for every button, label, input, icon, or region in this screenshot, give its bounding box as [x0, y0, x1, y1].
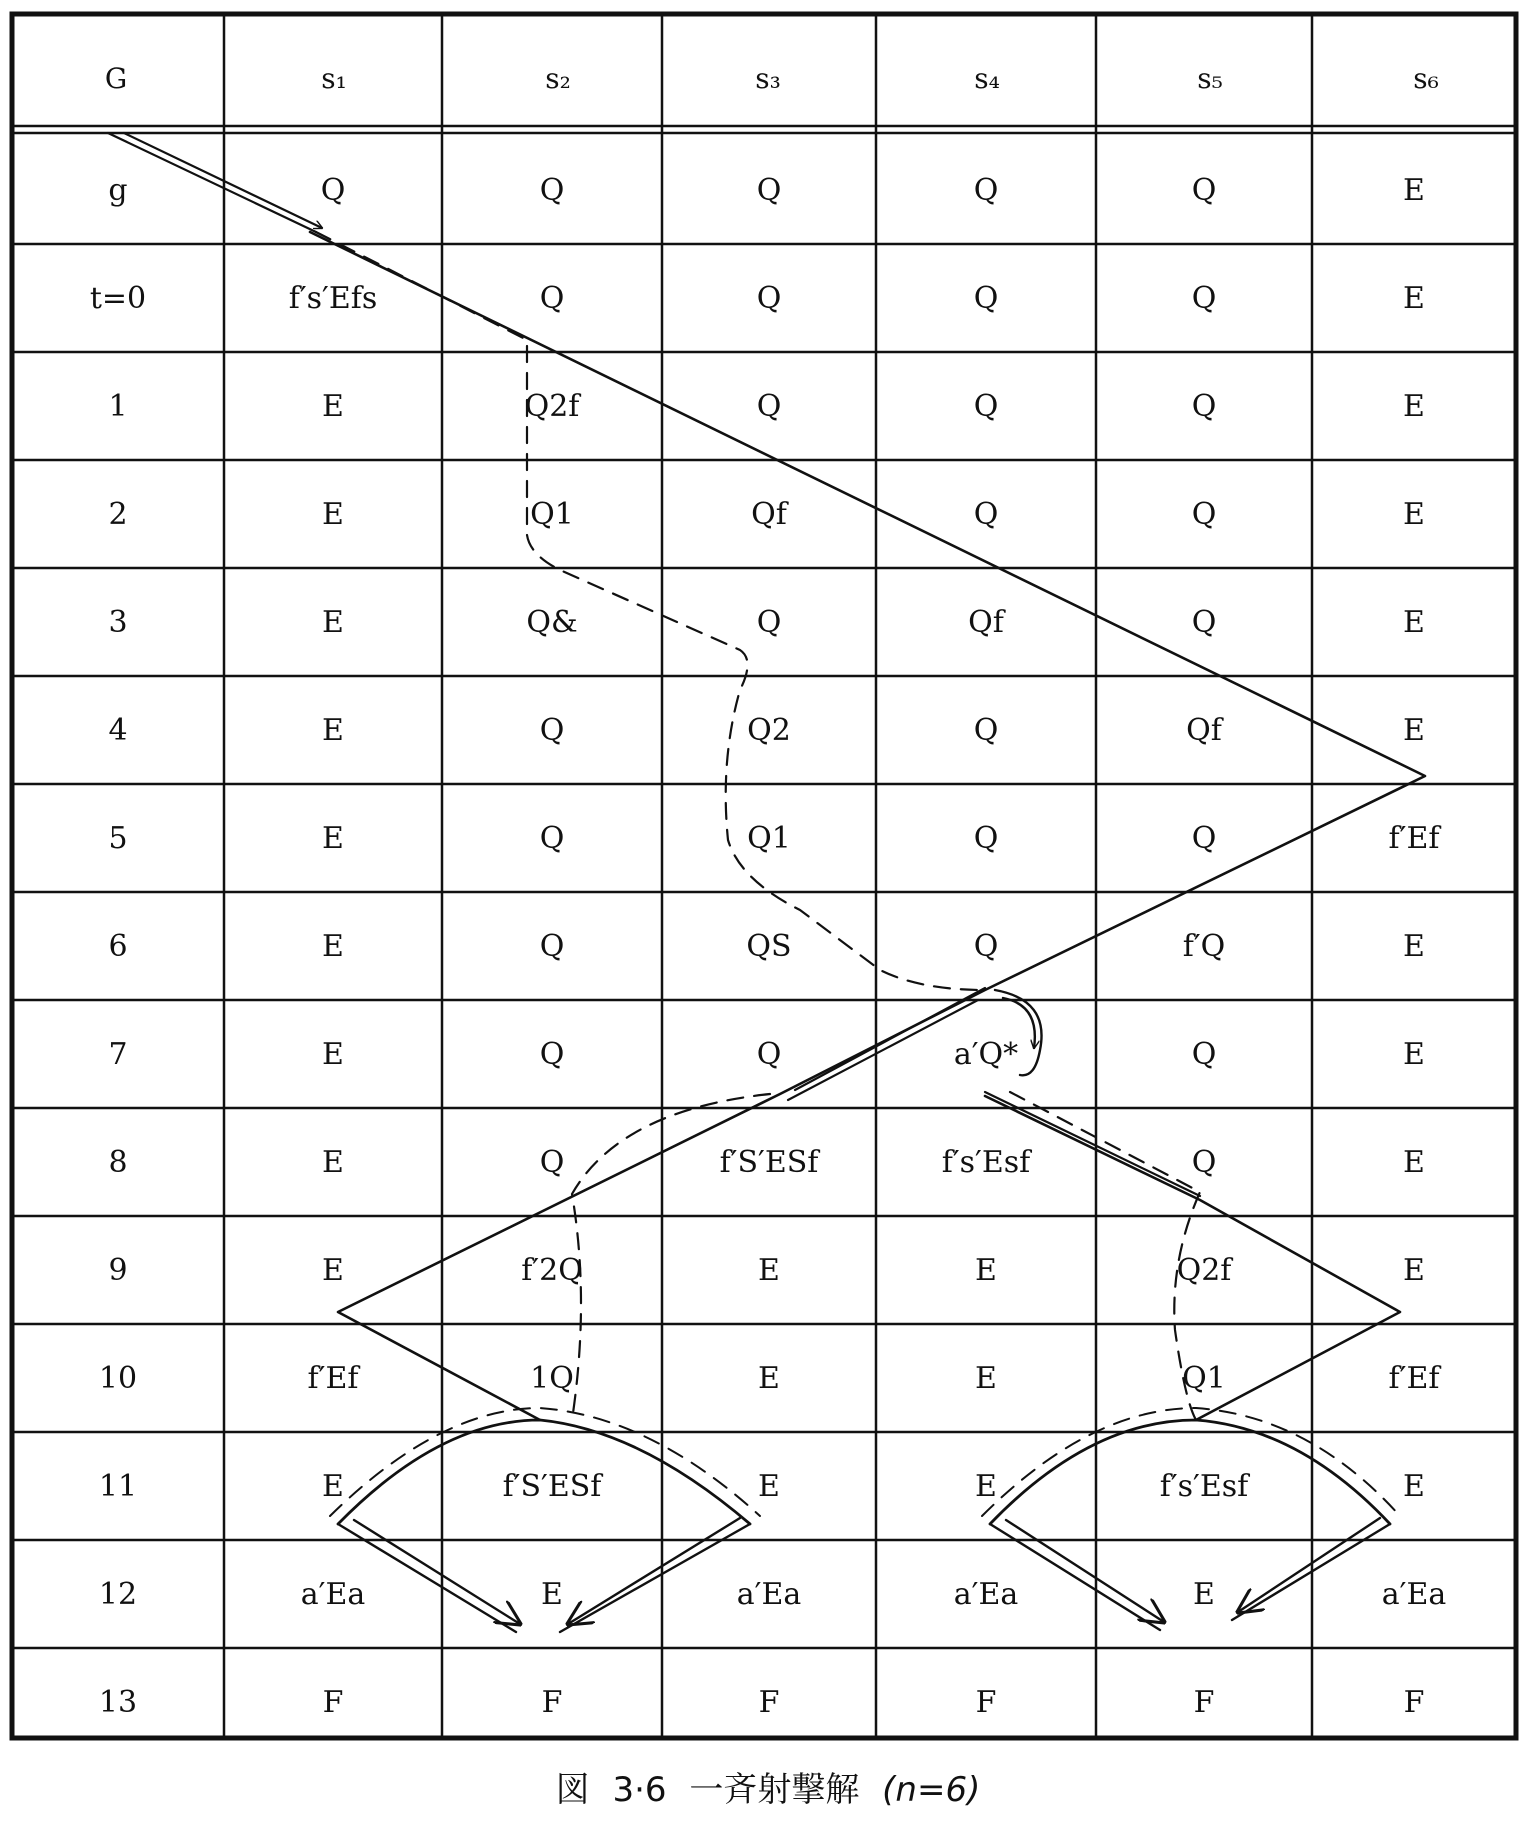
cell-state: E: [322, 605, 344, 640]
cell-state: f′Ef: [307, 1361, 359, 1396]
cell-state: E: [975, 1253, 997, 1288]
cell-state: E: [1403, 1145, 1425, 1180]
cell-state: Q: [973, 497, 999, 532]
time-step-label: 5: [108, 821, 128, 856]
cell-state: f′Ef: [1388, 1361, 1440, 1396]
cell-state: Q: [539, 173, 565, 208]
time-step-label: 12: [98, 1577, 138, 1612]
cell-state: a′Q*: [953, 1037, 1019, 1072]
time-step-label: 6: [108, 929, 128, 964]
cell-state: f′s′Efs: [288, 281, 378, 316]
cell-state: E: [322, 821, 344, 856]
cell-state: F: [758, 1685, 780, 1720]
cell-state: Q2f: [1176, 1253, 1232, 1288]
cell-state: Q2: [747, 713, 791, 748]
cell-state: f′S′ESf: [502, 1469, 602, 1504]
cell-state: Q: [973, 389, 999, 424]
slow-signal-dashed: [316, 232, 985, 990]
cell-state: E: [322, 713, 344, 748]
cell-state: f′Ef: [1388, 821, 1440, 856]
cell-state: f′2Q: [521, 1253, 583, 1288]
start-double-line: [108, 133, 322, 232]
cell-state: Q: [539, 281, 565, 316]
cell-state: Q: [539, 1145, 565, 1180]
cell-state: a′Ea: [953, 1577, 1019, 1612]
cell-state: E: [758, 1469, 780, 1504]
cell-state: E: [1403, 497, 1425, 532]
cell-state: Q: [539, 929, 565, 964]
header-cell-s6: s₆: [1413, 62, 1439, 95]
header-row: [105, 62, 1439, 95]
cell-state: f′Q: [1182, 929, 1226, 964]
cell-state: F: [541, 1685, 563, 1720]
cell-state: E: [1403, 929, 1425, 964]
time-step-label: 9: [108, 1253, 128, 1288]
cell-state: E: [322, 389, 344, 424]
cell-state: Q: [320, 173, 346, 208]
header-cell-s2: s₂: [545, 62, 571, 95]
cell-state: E: [1403, 1469, 1425, 1504]
cell-state: Q: [1191, 497, 1217, 532]
time-step-label: 4: [108, 713, 128, 748]
cell-state: E: [1403, 1253, 1425, 1288]
cell-state: 1Q: [530, 1361, 574, 1396]
cell-state: Q: [973, 713, 999, 748]
header-cell-s3: s₃: [755, 62, 781, 95]
cell-state: Q1: [747, 821, 791, 856]
caption-fig-label: 図: [555, 1770, 590, 1810]
cell-state: E: [322, 1253, 344, 1288]
figure-caption: [0, 1762, 1536, 1811]
cell-state: Q: [973, 281, 999, 316]
cell-state: f′s′Esf: [941, 1145, 1031, 1180]
right-branch-dashed: [1010, 1092, 1200, 1420]
cell-state: Q&: [526, 605, 578, 640]
fast-signal-line: [307, 232, 1425, 1420]
cell-state: Q: [973, 173, 999, 208]
right-double-down-1: [990, 1520, 1164, 1630]
cell-state: Q: [1191, 605, 1217, 640]
header-cell-g: G: [104, 62, 128, 95]
cell-state: E: [541, 1577, 563, 1612]
cell-state: E: [322, 1145, 344, 1180]
cell-state: E: [322, 1469, 344, 1504]
cell-state: Q2f: [524, 389, 580, 424]
cell-state: Q: [756, 1037, 782, 1072]
cell-state: E: [1403, 1037, 1425, 1072]
time-step-label: g: [108, 173, 128, 208]
time-step-label: 1: [108, 389, 128, 424]
caption-condition: (n=6): [882, 1770, 981, 1810]
time-step-label: 13: [98, 1685, 138, 1720]
caption-fig-number: 3·6: [612, 1770, 667, 1810]
cell-state: Q: [1191, 281, 1217, 316]
cell-state: E: [975, 1361, 997, 1396]
cell-state: E: [1403, 605, 1425, 640]
cell-state: Q: [539, 1037, 565, 1072]
cell-state: E: [1193, 1577, 1215, 1612]
cell-state: Q: [1191, 1037, 1217, 1072]
cell-state: a′Ea: [300, 1577, 366, 1612]
time-step-label: 7: [108, 1037, 128, 1072]
cell-state: Qf: [1186, 713, 1222, 748]
cell-state: E: [1403, 173, 1425, 208]
header-cell-s1: s₁: [321, 62, 347, 95]
cell-state: Q1: [530, 497, 574, 532]
cell-state: Qf: [751, 497, 787, 532]
time-step-label: 10: [98, 1361, 138, 1396]
cell-state: Q: [1191, 173, 1217, 208]
cell-state: Q: [539, 821, 565, 856]
cell-state: F: [975, 1685, 997, 1720]
cell-state: a′Ea: [1381, 1577, 1447, 1612]
signal-paths: [108, 133, 1425, 1632]
cell-state: Q1: [1182, 1361, 1226, 1396]
cell-state: Q: [973, 821, 999, 856]
cell-state: E: [758, 1361, 780, 1396]
cell-state: Q: [1191, 1145, 1217, 1180]
time-step-label: 3: [108, 605, 128, 640]
cell-state: a′Ea: [736, 1577, 802, 1612]
cell-state: F: [1193, 1685, 1215, 1720]
cell-state: Q: [756, 605, 782, 640]
cell-state: Q: [539, 713, 565, 748]
cell-state: E: [322, 929, 344, 964]
cell-state: f′s′Esf: [1159, 1469, 1249, 1504]
cell-state: Qf: [968, 605, 1004, 640]
cell-state: Q: [756, 173, 782, 208]
caption-title: 一斉射撃解: [689, 1770, 860, 1810]
time-step-label: 11: [98, 1469, 138, 1504]
cell-state: E: [322, 1037, 344, 1072]
cell-state: Q: [973, 929, 999, 964]
cell-state: f′S′ESf: [719, 1145, 819, 1180]
left-double-down-1: [338, 1520, 520, 1632]
header-cell-s5: s₅: [1197, 62, 1223, 95]
cell-state: E: [322, 497, 344, 532]
table-body: [90, 173, 1446, 1720]
cell-state: Q: [1191, 389, 1217, 424]
cell-state: F: [322, 1685, 344, 1720]
header-cell-s4: s₄: [974, 62, 1000, 95]
cell-state: E: [975, 1469, 997, 1504]
time-step-label: t=0: [89, 281, 147, 316]
cell-state: F: [1403, 1685, 1425, 1720]
time-step-label: 2: [108, 497, 128, 532]
cell-state: Q: [756, 281, 782, 316]
cell-state: E: [1403, 281, 1425, 316]
cell-state: E: [1403, 713, 1425, 748]
left-branch-dashed: [572, 1094, 770, 1420]
cell-state: E: [1403, 389, 1425, 424]
time-step-label: 8: [108, 1145, 128, 1180]
cell-state: Q: [756, 389, 782, 424]
cell-state: E: [758, 1253, 780, 1288]
left-double-down-2: [560, 1518, 750, 1632]
cell-state: Q: [1191, 821, 1217, 856]
cell-state: QS: [746, 929, 792, 964]
